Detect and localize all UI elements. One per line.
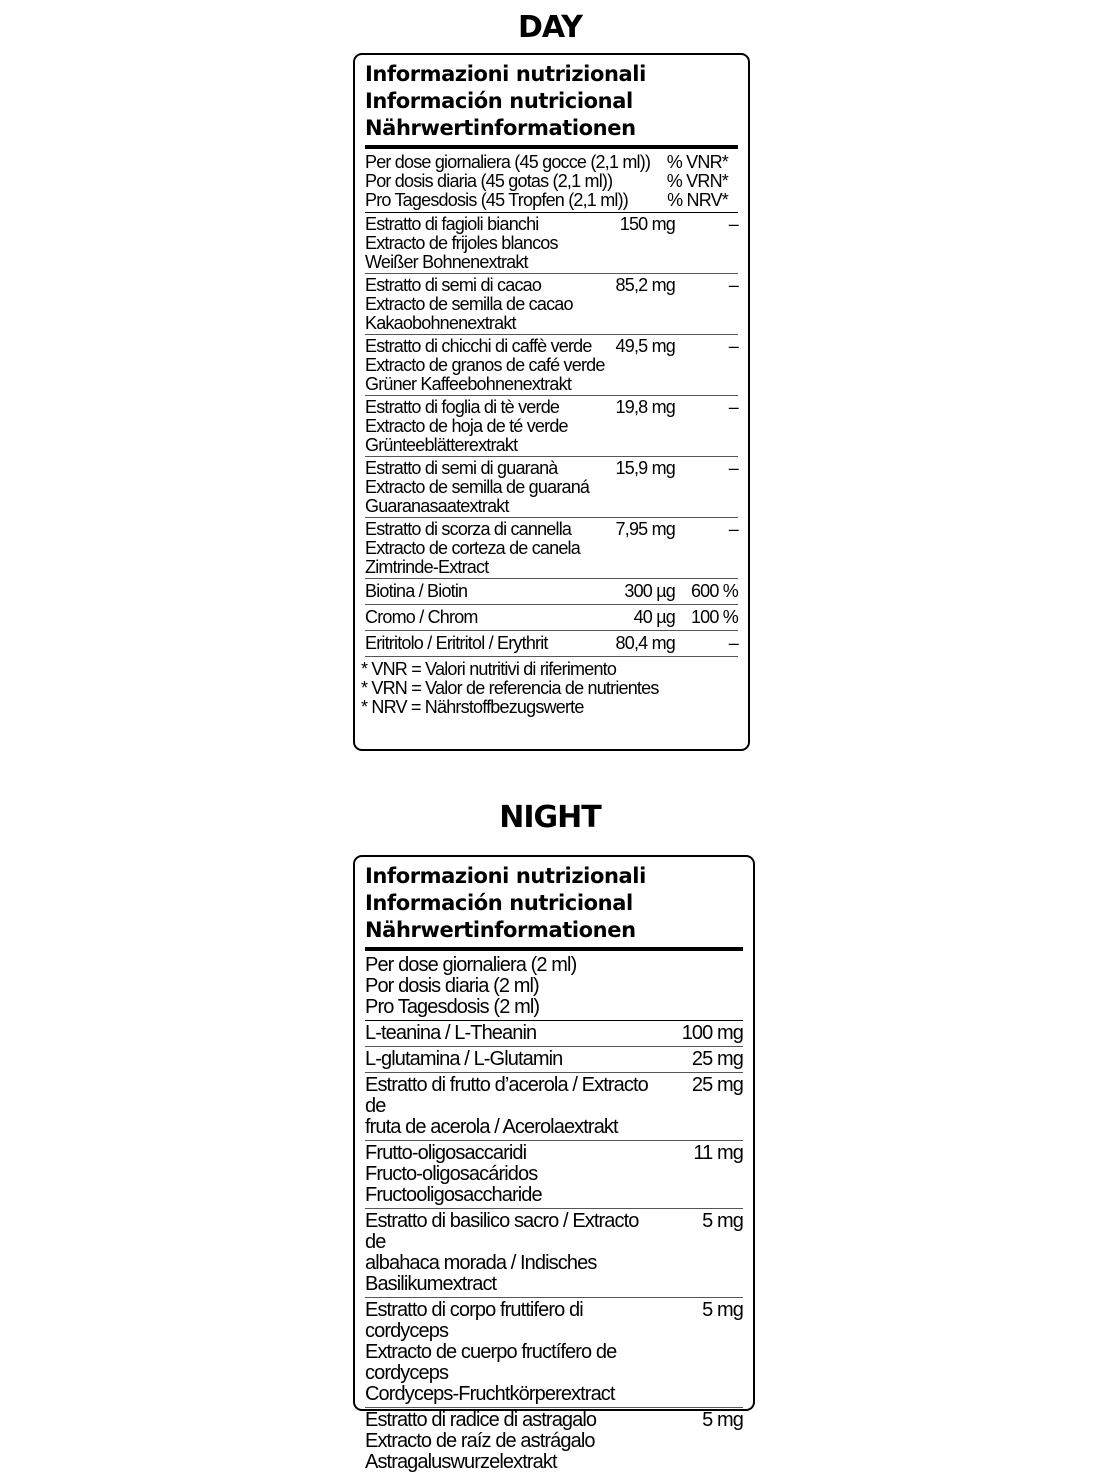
nutrient-amount: 85,2 mg bbox=[615, 275, 675, 295]
nutrient-row bbox=[365, 518, 738, 579]
heading-spanish: Información nutricional bbox=[365, 891, 633, 915]
night-serving-header bbox=[365, 951, 743, 1021]
heading-german: Nährwertinformationen bbox=[365, 918, 636, 942]
serving-spanish: Por dosis diaria (45 gotas (2,1 ml)) bbox=[365, 171, 613, 191]
nrv-column-header bbox=[667, 153, 738, 210]
nutrient-nrv: – bbox=[728, 519, 738, 539]
nutrient-row bbox=[365, 396, 738, 457]
nutrient-nrv: 100 % bbox=[690, 607, 738, 627]
name-line: Estratto di basilico sacro / Extracto de bbox=[365, 1210, 639, 1253]
name-spanish: Extracto de semilla de cacao bbox=[365, 294, 573, 314]
nutrient-name bbox=[365, 634, 600, 653]
serving-italian: Per dose giornaliera (2 ml) bbox=[365, 954, 577, 976]
nutrient-row bbox=[365, 1021, 743, 1047]
nutrient-name bbox=[365, 1211, 663, 1295]
nutrient-nrv: – bbox=[728, 633, 738, 653]
nutrient-row bbox=[365, 1047, 743, 1073]
name-german: Astragaluswurzelextrakt bbox=[365, 1451, 557, 1473]
nutrient-name bbox=[365, 1410, 663, 1473]
nutrient-name bbox=[365, 608, 600, 627]
name-german: Guaranasaatextrakt bbox=[365, 496, 509, 516]
serving-german: Pro Tagesdosis (45 Tropfen (2,1 ml)) bbox=[365, 190, 628, 210]
name-italian: Estratto di semi di guaranà bbox=[365, 458, 558, 478]
name-italian: Estratto di corpo fruttifero di cordyceps bbox=[365, 1299, 583, 1342]
name-german: Kakaobohnenextrakt bbox=[365, 313, 516, 333]
nutrient-row bbox=[365, 579, 738, 605]
footnote-spanish: * VRN = Valor de referencia de nutrientes bbox=[361, 678, 659, 698]
nutrient-row bbox=[365, 605, 738, 631]
name-spanish: Extracto de semilla de guaraná bbox=[365, 477, 590, 497]
nutrient-name bbox=[365, 459, 600, 516]
name-line: Estratto di frutto d’acerola / Extracto de bbox=[365, 1074, 648, 1117]
heading-spanish: Información nutricional bbox=[365, 89, 633, 113]
nutrient-amount: 25 mg bbox=[691, 1048, 743, 1070]
nutrient-amount: 7,95 mg bbox=[615, 519, 675, 539]
nutrient-nrv: – bbox=[728, 214, 738, 234]
nutrient-name bbox=[365, 520, 600, 577]
name-combined: Eritritolo / Eritritol / Erythrit bbox=[365, 633, 548, 653]
name-german: Zimtrinde-Extract bbox=[365, 557, 489, 577]
nutrient-name bbox=[365, 1143, 663, 1206]
nutrient-amount: 15,9 mg bbox=[615, 458, 675, 478]
nutrient-row bbox=[365, 1298, 743, 1408]
nutrient-row bbox=[365, 631, 738, 657]
nutrient-name bbox=[365, 582, 600, 601]
name-italian: Estratto di chicchi di caffè verde bbox=[365, 336, 592, 356]
nutrient-nrv: – bbox=[728, 275, 738, 295]
name-italian: Estratto di fagioli bianchi bbox=[365, 214, 539, 234]
nutrient-name bbox=[365, 1049, 663, 1070]
serving-italian: Per dose giornaliera (45 gocce (2,1 ml)) bbox=[365, 152, 651, 172]
nutrient-row bbox=[365, 274, 738, 335]
nutrient-amount: 80,4 mg bbox=[615, 633, 675, 653]
nutrient-amount: 5 mg bbox=[702, 1299, 743, 1321]
nutrient-row bbox=[365, 1408, 743, 1475]
nutrient-row bbox=[365, 1141, 743, 1209]
nutrient-row bbox=[365, 335, 738, 396]
nutrient-nrv: – bbox=[728, 397, 738, 417]
name-spanish: Extracto de cuerpo fructífero de cordyceps bbox=[365, 1341, 617, 1384]
name-italian: Estratto di radice di astragalo bbox=[365, 1409, 597, 1431]
nutrient-amount: 19,8 mg bbox=[615, 397, 675, 417]
name-spanish: Extracto de raíz de astrágalo bbox=[365, 1430, 595, 1452]
name-line: albahaca morada / Indisches bbox=[365, 1252, 597, 1274]
name-german: Cordyceps-Fruchtkörperextract bbox=[365, 1383, 615, 1405]
nutrient-amount: 5 mg bbox=[702, 1210, 743, 1232]
nutrient-name bbox=[365, 398, 600, 455]
nutrient-nrv: – bbox=[728, 336, 738, 356]
heading-italian: Informazioni nutrizionali bbox=[365, 864, 646, 888]
footnote-italian: * VNR = Valori nutritivi di riferimento bbox=[361, 659, 617, 679]
nutrient-name bbox=[365, 1300, 663, 1405]
name-spanish: Extracto de hoja de té verde bbox=[365, 416, 568, 436]
nutrient-amount: 150 mg bbox=[619, 214, 675, 234]
night-panel-heading bbox=[365, 863, 743, 951]
name-line: Basilikumextract bbox=[365, 1273, 497, 1295]
name-spanish: Extracto de frijoles blancos bbox=[365, 233, 558, 253]
name-line: fruta de acerola / Acerolaextrakt bbox=[365, 1116, 618, 1138]
serving-german: Pro Tagesdosis (2 ml) bbox=[365, 996, 540, 1018]
heading-german: Nährwertinformationen bbox=[365, 116, 636, 140]
name-german: Fructooligosaccharide bbox=[365, 1184, 542, 1206]
name-italian: Estratto di semi di cacao bbox=[365, 275, 542, 295]
nutrient-row bbox=[365, 1073, 743, 1141]
nutrient-amount: 11 mg bbox=[693, 1142, 743, 1164]
name-spanish: Fructo-oligosacáridos bbox=[365, 1163, 538, 1185]
nutrient-amount: 300 µg bbox=[624, 581, 675, 601]
name-italian: Frutto-oligosaccaridi bbox=[365, 1142, 527, 1164]
nrv-header-italian: % VNR* bbox=[666, 152, 728, 172]
name-german: Weißer Bohnenextrakt bbox=[365, 252, 528, 272]
name-german: Grünteeblätterextrakt bbox=[365, 435, 518, 455]
serving-spanish: Por dosis diaria (2 ml) bbox=[365, 975, 539, 997]
day-nutrition-panel bbox=[353, 53, 750, 751]
nutrient-row bbox=[365, 213, 738, 274]
name-italian: Estratto di scorza di cannella bbox=[365, 519, 572, 539]
nutrient-row bbox=[365, 1209, 743, 1298]
name-italian: Estratto di foglia di tè verde bbox=[365, 397, 560, 417]
nutrient-name bbox=[365, 276, 600, 333]
nrv-header-spanish: % VRN* bbox=[666, 171, 728, 191]
name-spanish: Extracto de granos de café verde bbox=[365, 355, 605, 375]
footnote-german: * NRV = Nährstoffbezugswerte bbox=[361, 697, 584, 717]
name-combined: Cromo / Chrom bbox=[365, 607, 478, 627]
day-serving-header bbox=[365, 149, 738, 213]
name-combined: L-teanina / L-Theanin bbox=[365, 1022, 537, 1044]
nutrient-amount: 5 mg bbox=[702, 1409, 743, 1431]
day-section-title: DAY bbox=[518, 10, 582, 45]
nutrient-nrv: – bbox=[728, 458, 738, 478]
nutrient-nrv: 600 % bbox=[690, 581, 738, 601]
nutrient-name bbox=[365, 336, 605, 394]
nutrient-amount: 40 µg bbox=[633, 607, 675, 627]
nrv-header-german: % NRV* bbox=[667, 190, 728, 210]
name-combined: L-glutamina / L-Glutamin bbox=[365, 1048, 563, 1070]
name-spanish: Extracto de corteza de canela bbox=[365, 538, 580, 558]
nutrient-amount: 25 mg bbox=[691, 1074, 743, 1096]
nutrient-name bbox=[365, 1075, 663, 1138]
name-german: Grüner Kaffeebohnenextrakt bbox=[365, 374, 572, 394]
name-combined: Biotina / Biotin bbox=[365, 581, 468, 601]
nutrient-row bbox=[365, 457, 738, 518]
night-nutrition-panel bbox=[353, 855, 755, 1473]
serving-size-lines bbox=[365, 153, 650, 210]
day-panel-heading bbox=[365, 61, 738, 149]
nutrient-amount: 100 mg bbox=[681, 1022, 743, 1044]
nrv-footnotes bbox=[361, 657, 738, 717]
nutrient-name bbox=[365, 1023, 663, 1044]
heading-italian: Informazioni nutrizionali bbox=[365, 62, 646, 86]
night-section-title: NIGHT bbox=[499, 800, 601, 835]
nutrient-name bbox=[365, 215, 600, 272]
nutrient-amount: 49,5 mg bbox=[615, 336, 675, 356]
